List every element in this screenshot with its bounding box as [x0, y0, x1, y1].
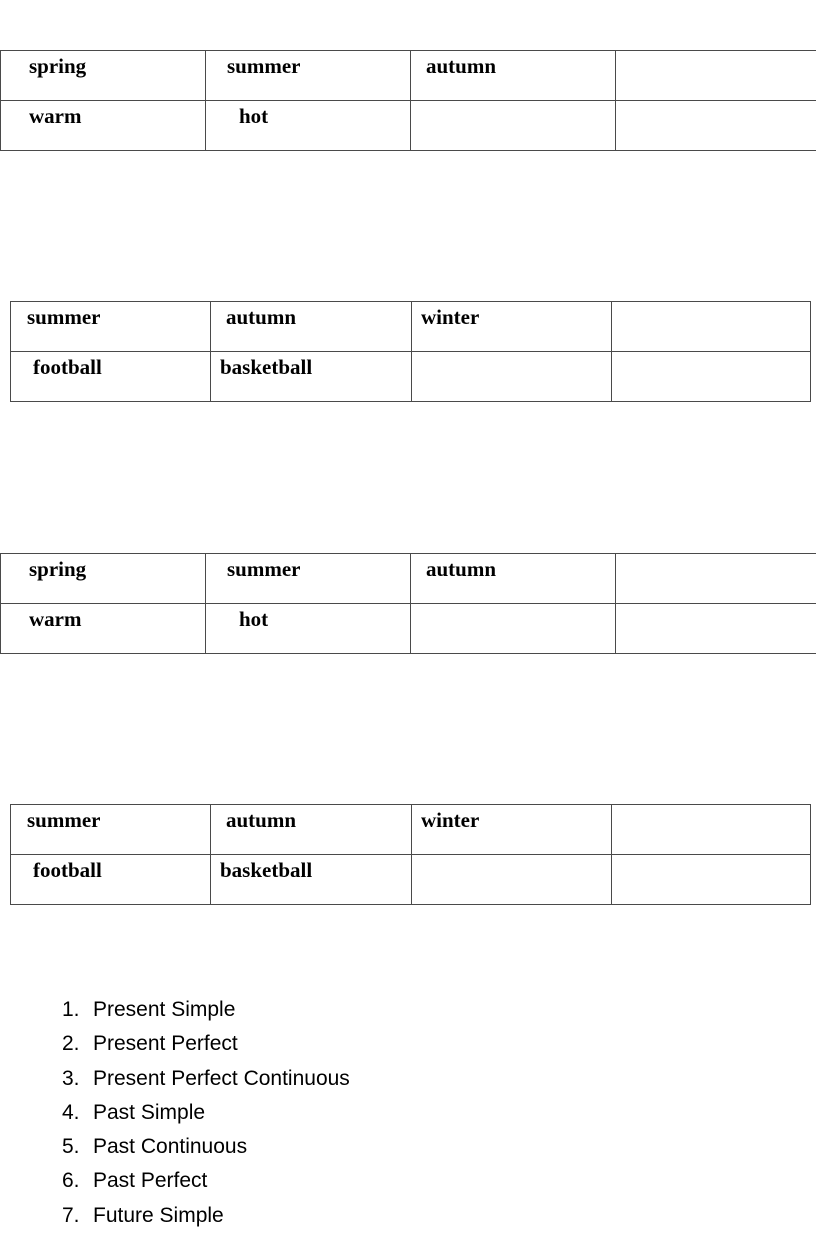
- cell-text: [612, 805, 810, 808]
- cell-text: basketball: [220, 355, 313, 379]
- list-item-label: Present Perfect Continuous: [93, 1066, 350, 1090]
- list-item: [62, 1064, 350, 1098]
- list-item: [62, 1029, 350, 1063]
- cell-text: summer: [227, 54, 301, 78]
- cell-text: basketball: [220, 858, 313, 882]
- list-number: 7.: [62, 1203, 80, 1227]
- word-table-seasons-weather: [0, 553, 816, 654]
- cell-text: summer: [27, 305, 101, 329]
- table-cell: [1, 554, 206, 604]
- table-cell: [211, 855, 412, 905]
- table-row: [1, 101, 816, 151]
- cell-text: [616, 51, 816, 54]
- table-cell: [1, 604, 206, 654]
- list-item-label: Present Simple: [93, 998, 236, 1021]
- list-item: [62, 1132, 350, 1166]
- table-row: [1, 554, 816, 604]
- list-item-label: Future Simple: [93, 1203, 224, 1227]
- list-number: 1.: [62, 998, 80, 1021]
- cell-text: spring: [29, 54, 87, 78]
- cell-text: [411, 604, 615, 607]
- table-cell: [11, 302, 211, 352]
- list-item-label: Past Continuous: [93, 1135, 248, 1159]
- tense-list: [62, 995, 350, 1235]
- table-cell: [206, 604, 411, 654]
- cell-text: [612, 855, 810, 858]
- table-row: [11, 302, 811, 352]
- word-table-seasons-sports: [10, 301, 811, 402]
- list-number: 6.: [62, 1169, 80, 1193]
- table-cell: [206, 101, 411, 151]
- list-item: [62, 1166, 350, 1200]
- cell-text: autumn: [426, 54, 497, 78]
- table-cell: [616, 101, 816, 151]
- cell-text: hot: [239, 104, 269, 128]
- table-cell: [11, 352, 211, 402]
- list-number: 2.: [62, 1032, 80, 1056]
- list-item-label: Present Perfect: [93, 1032, 238, 1056]
- table-cell: [206, 554, 411, 604]
- table-row: [1, 51, 816, 101]
- table-cell: [206, 51, 411, 101]
- table-cell: [616, 51, 816, 101]
- cell-text: winter: [421, 305, 480, 329]
- table-cell: [612, 302, 811, 352]
- table-row: [11, 855, 811, 905]
- cell-text: [616, 101, 816, 104]
- list-number: 4.: [62, 1100, 80, 1124]
- cell-text: autumn: [426, 557, 497, 581]
- table-cell: [211, 805, 412, 855]
- table-cell: [616, 604, 816, 654]
- cell-text: [616, 604, 816, 607]
- cell-text: autumn: [226, 808, 297, 832]
- list-item: [62, 995, 350, 1029]
- cell-text: [612, 302, 810, 305]
- table-cell: [211, 302, 412, 352]
- table-cell: [412, 805, 612, 855]
- list-item: [62, 1201, 350, 1235]
- cell-text: hot: [239, 607, 269, 631]
- table-cell: [411, 604, 616, 654]
- table-cell: [1, 101, 206, 151]
- table-cell: [612, 805, 811, 855]
- table-row: [1, 604, 816, 654]
- table-cell: [211, 352, 412, 402]
- cell-text: spring: [29, 557, 87, 581]
- table-cell: [1, 51, 206, 101]
- cell-text: [616, 554, 816, 557]
- table-cell: [412, 855, 612, 905]
- table-cell: [412, 352, 612, 402]
- table-cell: [616, 554, 816, 604]
- word-table-seasons-sports: [10, 804, 811, 905]
- cell-text: summer: [27, 808, 101, 832]
- list-item-label: Past Perfect: [93, 1169, 208, 1193]
- cell-text: football: [33, 355, 102, 379]
- table-cell: [411, 51, 616, 101]
- cell-text: winter: [421, 808, 480, 832]
- cell-text: [412, 352, 611, 355]
- table-cell: [412, 302, 612, 352]
- table-row: [11, 805, 811, 855]
- table-row: [11, 352, 811, 402]
- cell-text: summer: [227, 557, 301, 581]
- cell-text: [411, 101, 615, 104]
- table-cell: [411, 101, 616, 151]
- table-cell: [11, 805, 211, 855]
- table-cell: [612, 352, 811, 402]
- cell-text: autumn: [226, 305, 297, 329]
- table-cell: [11, 855, 211, 905]
- cell-text: [412, 855, 611, 858]
- list-number: 3.: [62, 1066, 80, 1090]
- list-item-label: Past Simple: [93, 1100, 206, 1124]
- table-cell: [411, 554, 616, 604]
- list-item: [62, 1098, 350, 1132]
- cell-text: football: [33, 858, 102, 882]
- table-cell: [612, 855, 811, 905]
- cell-text: [612, 352, 810, 355]
- cell-text: warm: [29, 104, 82, 128]
- word-table-seasons-weather: [0, 50, 816, 151]
- list-number: 5.: [62, 1135, 80, 1159]
- cell-text: warm: [29, 607, 82, 631]
